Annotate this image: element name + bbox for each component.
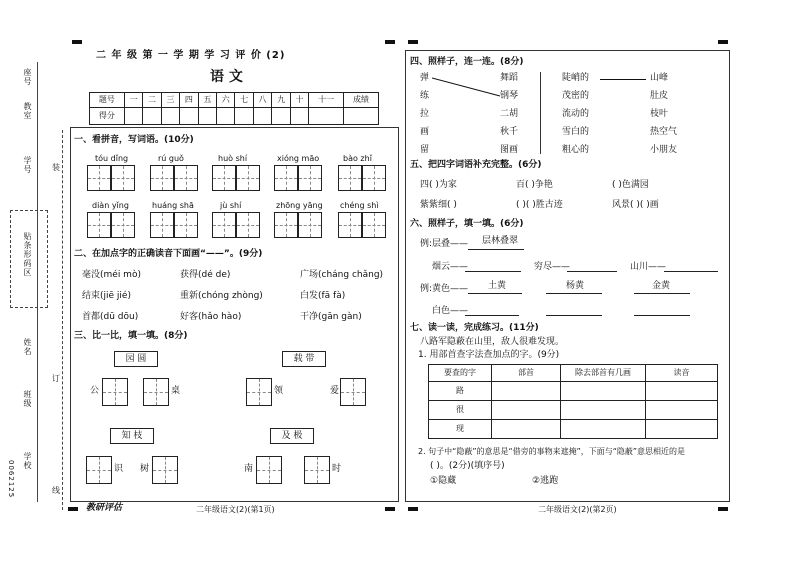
answer-line[interactable] bbox=[664, 271, 718, 272]
score-table-header-row bbox=[90, 93, 379, 108]
registration-mark bbox=[68, 507, 78, 511]
idiom-blank: 风景( )( )画 bbox=[612, 200, 659, 210]
score-entry[interactable] bbox=[290, 108, 308, 125]
answer-line bbox=[634, 293, 690, 294]
barcode-area-label: 贴条形码区 bbox=[23, 232, 32, 277]
char-pair: 载 带 bbox=[282, 351, 326, 367]
registration-mark bbox=[408, 507, 418, 511]
score-table-cell: 七 bbox=[235, 93, 253, 108]
fill-word-part: 树 bbox=[140, 464, 150, 474]
fill-word-part: 识 bbox=[114, 464, 124, 474]
score-entry[interactable] bbox=[143, 108, 161, 125]
reading-item: 广场(cháng chǎng) bbox=[300, 270, 384, 280]
score-table-cell: 六 bbox=[217, 93, 235, 108]
q4-divider bbox=[540, 72, 541, 154]
binding-dashed-line bbox=[62, 130, 63, 510]
writing-grid[interactable] bbox=[111, 165, 135, 191]
binding-word: 线 bbox=[52, 486, 60, 495]
score-entry[interactable] bbox=[180, 108, 198, 125]
fill-word-part: 领 bbox=[274, 386, 284, 396]
match-right-left: 陡峭的 bbox=[562, 73, 590, 83]
table-row bbox=[429, 382, 718, 401]
fill-grid[interactable] bbox=[304, 456, 330, 484]
score-table-cell: 四 bbox=[180, 93, 198, 108]
example-match-line bbox=[432, 74, 502, 100]
fill-grid[interactable] bbox=[340, 378, 366, 406]
table-header: 要查的字 bbox=[429, 365, 492, 382]
fill-grid[interactable] bbox=[102, 378, 128, 406]
char-pair: 知 枝 bbox=[110, 428, 154, 444]
writing-grid[interactable] bbox=[236, 212, 260, 238]
q6-title: 六、照样子，填一填。(6分) bbox=[410, 219, 524, 229]
fill-word-part: 公 bbox=[90, 386, 100, 396]
score-table bbox=[89, 92, 379, 125]
score-entry[interactable] bbox=[344, 108, 379, 125]
match-right-left: 雪白的 bbox=[562, 127, 590, 137]
fill-grid[interactable] bbox=[86, 456, 112, 484]
score-table-cell: 九 bbox=[272, 93, 290, 108]
writing-grid[interactable] bbox=[362, 212, 386, 238]
pinyin: huò shí bbox=[218, 154, 248, 163]
margin-label-student-id: 学号 bbox=[23, 156, 32, 174]
table-cell-input[interactable] bbox=[561, 420, 646, 439]
footer-page-left: 二年级语文(2)(第1页) bbox=[196, 505, 275, 514]
registration-mark bbox=[408, 40, 418, 44]
answer-line[interactable] bbox=[546, 315, 602, 316]
score-entry[interactable] bbox=[198, 108, 216, 125]
match-mid: 二胡 bbox=[500, 109, 519, 119]
example-answer: 土黄 bbox=[488, 281, 507, 291]
score-table-cell: 八 bbox=[253, 93, 271, 108]
fill-grid[interactable] bbox=[152, 456, 178, 484]
score-table-cell: 二 bbox=[143, 93, 161, 108]
table-cell-input[interactable] bbox=[646, 420, 718, 439]
reading-item: 毫没(méi mò) bbox=[82, 270, 141, 280]
q1-title: 一、看拼音，写词语。(10分) bbox=[74, 135, 194, 145]
margin-label-seat: 座号 bbox=[23, 68, 32, 86]
pinyin: diàn yǐng bbox=[92, 201, 129, 210]
table-cell-input[interactable] bbox=[492, 420, 561, 439]
pinyin: rú guǒ bbox=[158, 154, 184, 163]
example-answer: 杨黄 bbox=[566, 281, 585, 291]
reading-item: 白发(fā fà) bbox=[300, 291, 346, 301]
score-table-cell: 三 bbox=[161, 93, 179, 108]
idiom-blank: 紫紫细( ) bbox=[420, 200, 457, 210]
table-header: 读音 bbox=[646, 365, 718, 382]
score-table-cell: 十一 bbox=[309, 93, 344, 108]
writing-grid[interactable] bbox=[87, 212, 111, 238]
writing-grid[interactable] bbox=[212, 165, 236, 191]
pinyin: zhōng yāng bbox=[276, 201, 323, 210]
answer-line bbox=[468, 293, 522, 294]
q5-title: 五、把四字词语补充完整。(6分) bbox=[410, 160, 542, 170]
fill-word-part: 南 bbox=[244, 464, 254, 474]
pinyin: xióng māo bbox=[277, 154, 320, 163]
score-entry[interactable] bbox=[217, 108, 235, 125]
match-right-left: 流动的 bbox=[562, 109, 590, 119]
registration-mark bbox=[718, 40, 728, 44]
example-answer: 金黄 bbox=[652, 281, 671, 291]
writing-grid[interactable] bbox=[111, 212, 135, 238]
char-pair: 园 圆 bbox=[114, 351, 158, 367]
writing-grid[interactable] bbox=[87, 165, 111, 191]
writing-grid[interactable] bbox=[212, 212, 236, 238]
writing-grid[interactable] bbox=[236, 165, 260, 191]
match-right-right: 小朋友 bbox=[650, 145, 678, 155]
match-right-left: 粗心的 bbox=[562, 145, 590, 155]
fill-grid[interactable] bbox=[256, 456, 282, 484]
fill-word-part: 时 bbox=[332, 464, 342, 474]
reading-item: 好客(hǎo hào) bbox=[180, 312, 242, 322]
table-cell-input[interactable] bbox=[492, 401, 561, 420]
writing-grid[interactable] bbox=[150, 212, 174, 238]
reading-item: 首都(dū dōu) bbox=[82, 312, 139, 322]
answer-line[interactable] bbox=[465, 315, 519, 316]
answer-line[interactable] bbox=[634, 315, 690, 316]
score-table-cell: 十 bbox=[290, 93, 308, 108]
score-entry[interactable] bbox=[272, 108, 290, 125]
pinyin: chéng shì bbox=[340, 201, 379, 210]
registration-mark bbox=[385, 40, 395, 44]
radical-table bbox=[428, 364, 718, 439]
score-entry[interactable] bbox=[235, 108, 253, 125]
match-right-right: 热空气 bbox=[650, 127, 678, 137]
score-table-cell: 一 bbox=[124, 93, 142, 108]
q4-title: 四、照样子，连一连。(8分) bbox=[410, 57, 524, 67]
writing-grid[interactable] bbox=[298, 165, 322, 191]
footer-brand: 教研评估 bbox=[86, 503, 123, 513]
word-prompt: 山川—— bbox=[630, 262, 667, 272]
example-answer: 层林叠翠 bbox=[482, 236, 519, 246]
q7-sub1: 1. 用部首查字法查加点的字。(9分) bbox=[418, 350, 560, 360]
answer-line bbox=[468, 249, 524, 250]
score-entry[interactable] bbox=[309, 108, 344, 125]
paper-code: 0062125 bbox=[7, 460, 15, 499]
radical-table-head bbox=[429, 365, 718, 382]
writing-grid[interactable] bbox=[174, 212, 198, 238]
table-char: 路 bbox=[429, 382, 492, 401]
match-left: 画 bbox=[420, 127, 430, 137]
q2-title: 二、在加点字的正确读音下面画“——”。(9分) bbox=[74, 249, 263, 259]
score-entry[interactable] bbox=[253, 108, 271, 125]
pinyin: jù shí bbox=[220, 201, 242, 210]
margin-label-name: 姓名 bbox=[23, 338, 32, 356]
q7-sub2-blank: ( )。(2分)(填序号) bbox=[430, 461, 505, 471]
fill-word-part: 桌 bbox=[171, 386, 181, 396]
word-prompt: 白色—— bbox=[432, 306, 469, 316]
word-prompt: 烟云—— bbox=[432, 262, 469, 272]
registration-mark bbox=[385, 507, 395, 511]
score-entry[interactable] bbox=[161, 108, 179, 125]
score-label: 得分 bbox=[90, 108, 125, 125]
registration-mark bbox=[718, 507, 728, 511]
reading-item: 结束(jiē jié) bbox=[82, 291, 131, 301]
idiom-blank: 百( )争艳 bbox=[516, 180, 553, 190]
writing-grid[interactable] bbox=[274, 165, 298, 191]
binding-word: 装 bbox=[52, 163, 60, 172]
writing-grid[interactable] bbox=[338, 212, 362, 238]
match-left: 拉 bbox=[420, 109, 430, 119]
score-entry[interactable] bbox=[124, 108, 142, 125]
table-cell-input[interactable] bbox=[561, 382, 646, 401]
q7-sub2: 2. 句子中“隐蔽”的意思是“借旁的事物来遮掩”，下面与“隐蔽”意思相近的是 bbox=[418, 447, 686, 456]
margin-label-class: 班级 bbox=[23, 390, 32, 408]
word-prompt: 穷尽—— bbox=[534, 262, 571, 272]
match-mid: 钢琴 bbox=[500, 91, 519, 101]
match-right-right: 枝叶 bbox=[650, 109, 669, 119]
margin-label-room: 教室 bbox=[23, 102, 32, 120]
table-header: 除去部首有几画 bbox=[561, 365, 646, 382]
idiom-blank: ( )( )胜古迹 bbox=[516, 200, 563, 210]
table-char: 现 bbox=[429, 420, 492, 439]
score-table-cell: 成绩 bbox=[344, 93, 379, 108]
score-table-cell: 五 bbox=[198, 93, 216, 108]
answer-line[interactable] bbox=[465, 271, 521, 272]
table-char: 很 bbox=[429, 401, 492, 420]
match-left: 留 bbox=[420, 145, 430, 155]
reading-item: 干净(gān gàn) bbox=[300, 312, 362, 322]
score-table-cell: 题号 bbox=[90, 93, 125, 108]
match-right-right: 山峰 bbox=[650, 73, 669, 83]
match-mid: 图画 bbox=[500, 145, 519, 155]
reading-item: 重新(chóng zhòng) bbox=[180, 291, 263, 301]
writing-grid[interactable] bbox=[274, 212, 298, 238]
match-right-right: 肚皮 bbox=[650, 91, 669, 101]
footer-page-right: 二年级语文(2)(第2页) bbox=[538, 505, 617, 514]
q3-title: 三、比一比，填一填。(8分) bbox=[74, 331, 188, 341]
example-label: 例:层叠—— bbox=[420, 239, 469, 249]
subject-title: 语 文 bbox=[210, 69, 243, 85]
margin-line bbox=[37, 62, 38, 502]
writing-grid[interactable] bbox=[362, 165, 386, 191]
fill-grid[interactable] bbox=[246, 378, 272, 406]
idiom-blank: ( )色满园 bbox=[612, 180, 649, 190]
match-left: 练 bbox=[420, 91, 430, 101]
page-title: 二 年 级 第 一 学 期 学 习 评 价 (2) bbox=[96, 50, 286, 61]
option[interactable]: ①隐藏 bbox=[430, 476, 457, 486]
registration-mark bbox=[72, 40, 82, 44]
pinyin: huáng shā bbox=[152, 201, 194, 210]
fill-word-part: 爱 bbox=[330, 386, 340, 396]
idiom-blank: 四( )为家 bbox=[420, 180, 457, 190]
writing-grid[interactable] bbox=[174, 165, 198, 191]
answer-line bbox=[546, 293, 602, 294]
table-cell-input[interactable] bbox=[561, 401, 646, 420]
score-table-score-row bbox=[90, 108, 379, 125]
pinyin: bào zhǐ bbox=[343, 154, 372, 163]
table-cell-input[interactable] bbox=[492, 382, 561, 401]
example-match-line bbox=[600, 79, 646, 80]
table-cell-input[interactable] bbox=[646, 382, 718, 401]
margin-label-school: 学校 bbox=[23, 452, 32, 470]
char-pair: 及 极 bbox=[270, 428, 314, 444]
option[interactable]: ②逃跑 bbox=[532, 476, 559, 486]
writing-grid[interactable] bbox=[338, 165, 362, 191]
match-left: 弹 bbox=[420, 73, 430, 83]
match-mid: 秋千 bbox=[500, 127, 519, 137]
table-cell-input[interactable] bbox=[646, 401, 718, 420]
answer-line[interactable] bbox=[567, 271, 617, 272]
table-header: 部首 bbox=[492, 365, 561, 382]
writing-grid[interactable] bbox=[298, 212, 322, 238]
reading-item: 获得(dé de) bbox=[180, 270, 231, 280]
table-row bbox=[429, 401, 718, 420]
table-row bbox=[429, 420, 718, 439]
fill-grid[interactable] bbox=[143, 378, 169, 406]
example-label: 例:黄色—— bbox=[420, 284, 469, 294]
binding-word: 订 bbox=[52, 374, 60, 383]
match-mid: 舞蹈 bbox=[500, 73, 519, 83]
match-right-left: 茂密的 bbox=[562, 91, 590, 101]
writing-grid[interactable] bbox=[150, 165, 174, 191]
reading-passage: 八路军隐蔽在山里，敌人很难发现。 bbox=[420, 337, 565, 347]
q7-title: 七、读一读，完成练习。(11分) bbox=[410, 323, 539, 333]
pinyin: tóu dǐng bbox=[95, 154, 129, 163]
